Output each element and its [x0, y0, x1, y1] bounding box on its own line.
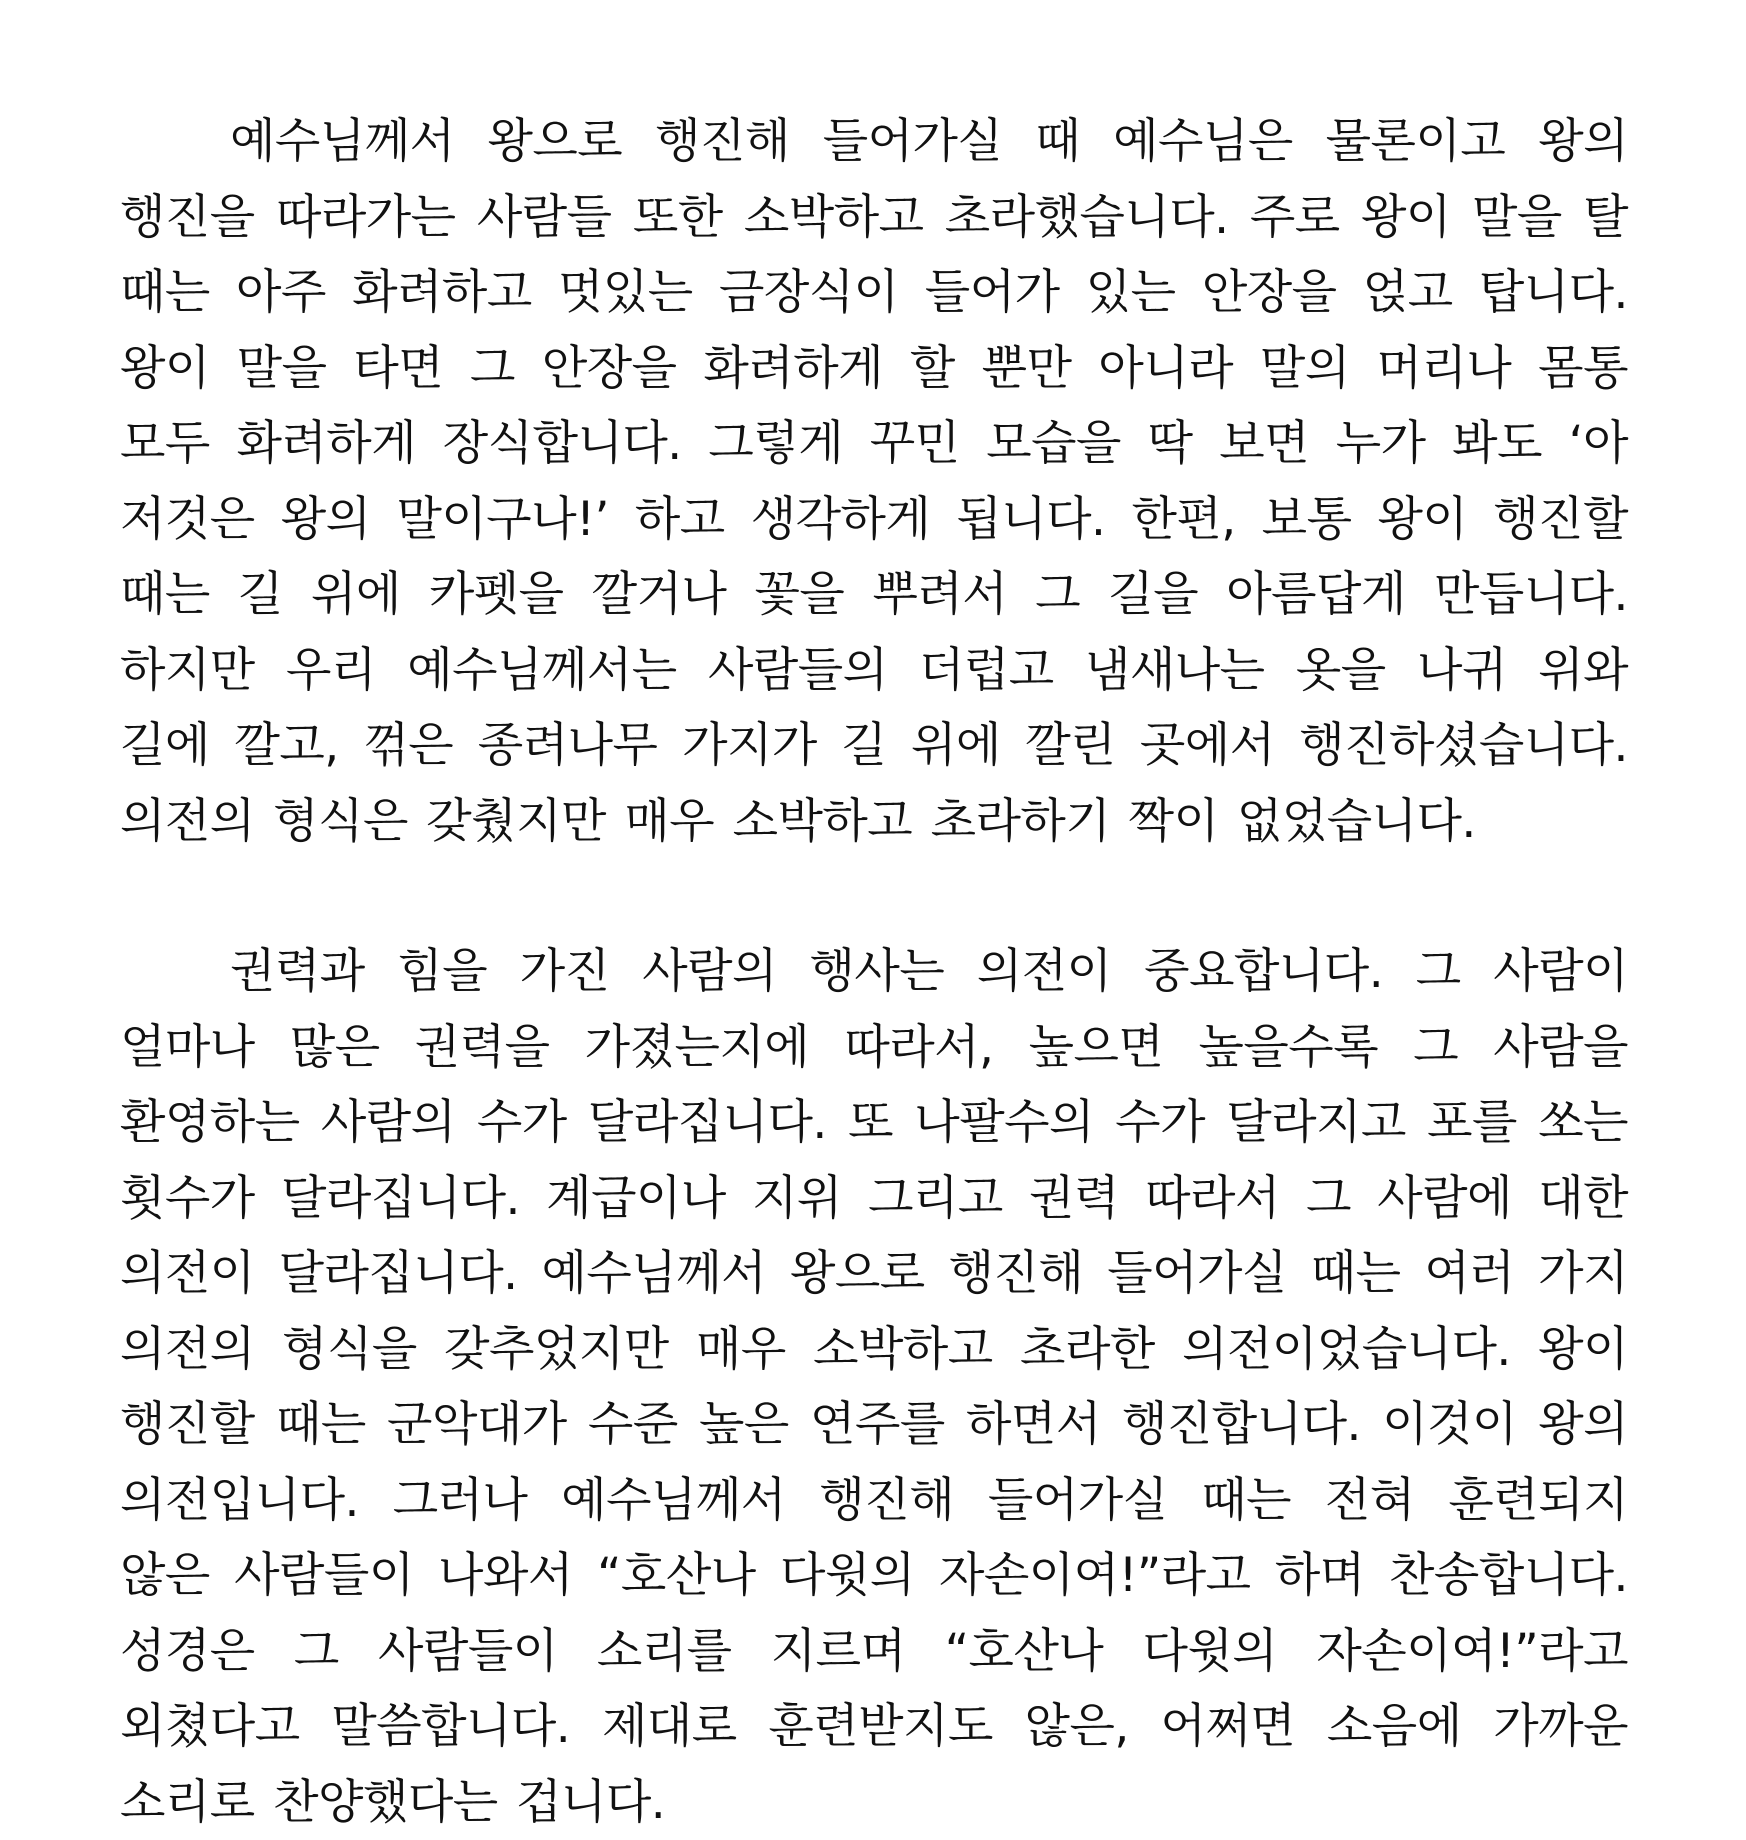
body-paragraph-1: 예수님께서 왕으로 행진해 들어가실 때 예수님은 물론이고 왕의 행진을 따라가는 사람들 또한 소박하고 초라했습니다. 주로 왕이 말을 탈 때는 아주 화려하고 멋있는 금장식이 들어가 있는 안장을 얹고 탑니다. 왕이 말을 타면 그 안장을 화려하게 할 뿐만 아니라 말의 머리나 몸통 모두 화려하게 장식합니다. 그렇게 꾸민 모습을 딱 보면 누가 봐도 ‘아 저것은 왕의 말이구나!’ 하고 생각하게 됩니다. 한편, 보통 왕이 행진할 때는 길 위에 카펫을 깔거나 꽃을 뿌려서 그 길을 아름답게 만듭니다. 하지만 우리 예수님께서는 사람들의 더럽고 냄새나는 옷을 나귀 위와 길에 깔고, 꺾은 종려나무 가지가 길 위에 깔린 곳에서 행진하셨습니다. 의전의 형식은 갖췄지만 매우 소박하고 초라하기 짝이 없었습니다.: [120, 114, 1628, 849]
body-paragraph-2: 권력과 힘을 가진 사람의 행사는 의전이 중요합니다. 그 사람이 얼마나 많은 권력을 가졌는지에 따라서, 높으면 높을수록 그 사람을 환영하는 사람의 수가 달라집니다. 또 나팔수의 수가 달라지고 포를 쏘는 횟수가 달라집니다. 계급이나 지위 그리고 권력 따라서 그 사람에 대한 의전이 달라집니다. 예수님께서 왕으로 행진해 들어가실 때는 여러 가지 의전의 형식을 갖추었지만 매우 소박하고 초라한 의전이었습니다. 왕이 행진할 때는 군악대가 수준 높은 연주를 하면서 행진합니다. 이것이 왕의 의전입니다. 그러나 예수님께서 행진해 들어가실 때는 전혀 훈련되지 않은 사람들이 나와서 “호산나 다윗의 자손이여!”라고 하며 찬송합니다. 성경은 그 사람들이 소리를 지르며 “호산나 다윗의 자손이여!”라고 외쳤다고 말씀합니다. 제대로 훈련받지도 않은, 어쩌면 소음에 가까운 소리로 찬양했다는 겁니다.: [120, 944, 1628, 1830]
document-page: [120, 104, 1628, 1840]
